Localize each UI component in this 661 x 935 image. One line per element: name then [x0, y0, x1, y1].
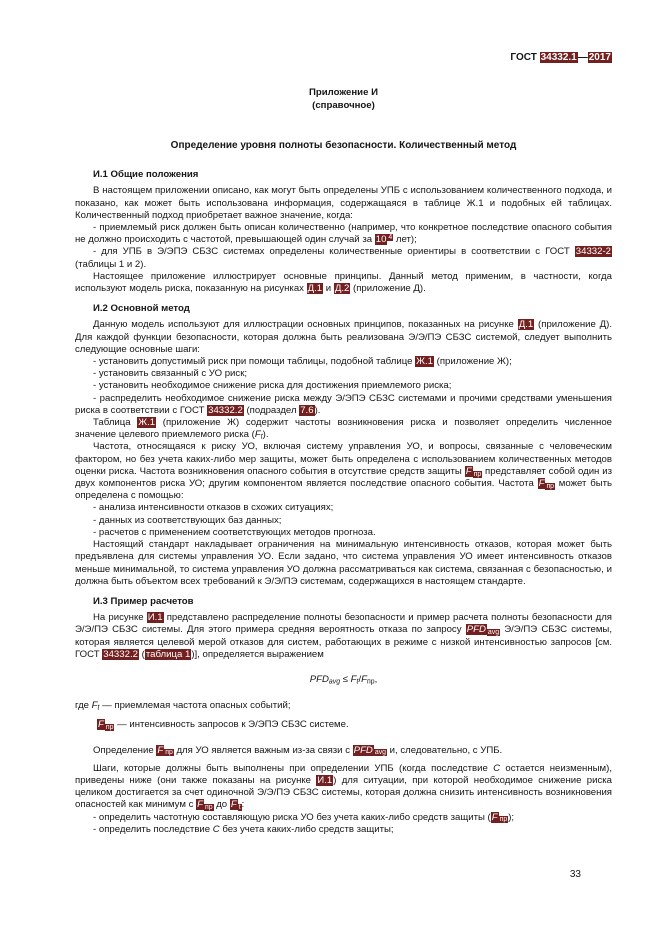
highlighted-text: 34332-2 — [575, 246, 611, 258]
text-segment: (справочное) — [312, 100, 375, 111]
text-segment: t — [356, 678, 359, 686]
text-segment: без учета каких-либо средств защиты; — [219, 823, 394, 835]
text-segment: (приложение Д). — [350, 283, 426, 295]
paragraph — [75, 185, 612, 222]
text-segment: Приложение И — [309, 87, 378, 98]
highlighted-text: пр — [499, 816, 508, 824]
list-item — [75, 222, 612, 246]
text-segment: Шаги, которые должны быть выполнены при определении УПБ (когда последствие — [93, 762, 494, 774]
highlighted-text: 2017 — [588, 52, 611, 63]
highlighted-text: пр — [204, 804, 213, 812]
appendix-kind — [75, 99, 612, 112]
appendix-label — [75, 86, 612, 99]
text-segment: F — [361, 673, 367, 685]
text-segment: t — [97, 704, 100, 712]
highlighted-text: Д.2 — [334, 283, 350, 295]
highlighted-text: пр — [473, 470, 482, 478]
text-segment: может быть определена с помощью: — [75, 478, 612, 502]
highlighted-text: Ж.1 — [138, 417, 156, 429]
list-item — [75, 515, 612, 527]
highlighted-text: 7.6 — [300, 404, 314, 416]
highlighted-text: 10 — [375, 234, 387, 246]
text-segment: и, следовательно, с УПБ. — [387, 744, 503, 756]
text-segment: - расчетов с применением соответствующих методов прогноза. — [93, 526, 376, 538]
list-item — [75, 527, 612, 539]
text-segment: - для УПБ в Э/ЭПЭ СБЗС системах определены количественные ориентиры в соответствии с ГОСТ — [93, 246, 575, 258]
text-segment: - установить связанный с УО риск; — [93, 368, 248, 380]
text-segment: И.1 Общие положения — [93, 169, 199, 181]
highlighted-text: пр — [105, 724, 114, 732]
heading-i2 — [75, 303, 612, 315]
text-segment: C — [212, 823, 220, 835]
list-item — [75, 812, 612, 824]
text-segment: - установить допустимый риск при помощи таблицы, подобной таблице — [93, 356, 416, 368]
highlighted-text: Д.1 — [518, 319, 534, 331]
heading-i1 — [75, 169, 612, 181]
highlighted-text: F — [230, 799, 237, 811]
text-segment: Определение — [93, 744, 157, 756]
text-segment: И.2 Основной метод — [93, 303, 190, 315]
text-segment: - анализа интенсивности отказов в схожих ситуациях; — [93, 502, 334, 514]
document-title — [75, 140, 612, 152]
list-item — [75, 393, 612, 417]
text-segment: Определение уровня полноты безопасности. Количественный метод — [170, 140, 517, 151]
text-segment: (приложение Ж) содержит частоты возникновения риска и позволяет определить численное значение целевого приемлемого риска ( — [75, 417, 612, 441]
paragraph — [75, 417, 612, 441]
highlighted-text: F — [491, 811, 498, 823]
text-segment: F — [350, 673, 357, 685]
highlighted-text: И.1 — [147, 612, 163, 624]
highlighted-text: F — [538, 478, 545, 490]
highlighted-text: пр — [165, 749, 173, 757]
text-segment: ( — [138, 648, 145, 660]
text-segment: ГОСТ — [510, 52, 540, 63]
text-segment: (подраздел — [243, 404, 300, 416]
text-segment: - определить последствие — [93, 823, 213, 835]
highlighted-text: Ж.1 — [416, 356, 433, 368]
highlighted-text: Д.1 — [307, 283, 323, 295]
highlighted-text: F — [197, 799, 203, 811]
text-segment: Таблица — [93, 417, 138, 429]
highlighted-text: F — [465, 465, 472, 477]
paragraph — [75, 441, 612, 502]
where-clause — [75, 719, 612, 731]
text-segment: пр — [367, 678, 375, 686]
highlighted-text: 34332.2 — [208, 404, 243, 416]
list-item — [75, 356, 612, 368]
text-segment: - установить необходимое снижение риска для достижения приемлемого риска; — [93, 380, 452, 392]
text-segment: (приложение Д). Для каждой функции безопасности, которая должна быть реализована Э/Э/ПЭ СБЗС системой, следует выполнить следующие основные шаги: — [75, 319, 613, 355]
text-segment: ). — [262, 429, 269, 441]
heading-i3 — [75, 596, 612, 608]
paragraph — [75, 612, 612, 661]
text-segment: Настоящее приложение иллюстрирует основные принципы. Данный метод применим, в частности, когда используют модель риска, показанную на рисунках — [75, 270, 612, 295]
highlighted-text: 4 — [388, 233, 393, 241]
text-segment: avg — [328, 678, 341, 686]
text-segment: остается неизменным), приведены ниже (они также показаны на рисунке — [75, 762, 613, 786]
text-segment: - приемлемый риск должен быть описан количественно (например, что конкретное последствие опасного события не должно происходить с частотой, превышающей один случай за — [75, 222, 612, 246]
list-item — [75, 246, 612, 270]
text-segment: C — [493, 762, 501, 774]
text-segment: Настоящий стандарт накладывает ограничения на минимальную интенсивность отказов, которая может быть предъявлена для системы управления УО. Если задано, что система управления УО имеет интенсивность отказов меньше минимальной, то система управления УО должна рассматриваться как система, связанная с безопасностью, и должна быть объектом всех требований к Э/Э/ПЭ системам, содержащихся в настоящем стандарте. — [75, 539, 612, 587]
document-body — [75, 86, 612, 836]
page-number: 33 — [569, 869, 581, 880]
text-segment: F — [91, 700, 98, 712]
paragraph — [75, 763, 612, 812]
highlighted-text: F — [157, 744, 164, 756]
highlighted-text: таблица 1 — [145, 648, 191, 660]
text-segment: , — [374, 673, 378, 685]
text-segment: - определить частотную составляющую риска УО без учета каких-либо средств защиты ( — [93, 811, 491, 823]
text-segment: — приемлемая частота опасных событий; — [99, 700, 291, 712]
highlighted-text: avg — [487, 629, 500, 637]
highlighted-text: 34332.2 — [103, 648, 138, 660]
document-header — [75, 52, 612, 63]
text-segment: (приложение Ж); — [433, 356, 512, 368]
text-segment: В настоящем приложении описано, как могут быть определены УПБ с использованием количественного подхода, и показано, как может быть использована информация, содержащаяся в таблице Ж.1 и подобных ей таблицах. Количественный подход приобретает важное значение, когда: — [75, 185, 612, 221]
text-segment: ) для ситуации, при которой необходимое снижение риска целиком достигается за счет одиночной Э/Э/ПЭ СБЗС системы, которая должна снизить интенсивность возникновения опасностей как минимум с — [75, 774, 612, 811]
paragraph — [75, 745, 612, 757]
text-segment: и — [323, 283, 334, 295]
text-segment: для УО является важным из-за связи с — [173, 744, 353, 756]
text-segment: F — [254, 429, 261, 441]
text-segment: лет); — [393, 234, 417, 246]
formula — [75, 674, 612, 686]
text-segment: представлено распределение полноты безопасности и пример расчета полноты безопасности для Э/Э/ПЭ СБЗС системы. Для этого примера средняя вероятность отказа по запросу — [75, 612, 612, 636]
text-segment: Частота, относящаяся к риску УО, включая систему управления УО, и вопросы, связанные с человеческим фактором, но без учета каких-либо мер защиты, может быть определена с использованием количественных методов оценки риска. Частота возникновения опасного события в отсутствие средств защиты — [75, 441, 612, 477]
text-segment: На рисунке — [93, 612, 147, 624]
text-segment: ); — [508, 811, 515, 823]
text-segment: до — [213, 799, 230, 811]
text-segment: Данную модель используют для иллюстрации основных принципов, показанных на рисунке — [93, 319, 518, 331]
text-segment: - данных из соответствующих баз данных; — [93, 514, 282, 526]
list-item — [75, 368, 612, 380]
highlighted-text: t — [238, 804, 241, 812]
list-item — [75, 380, 612, 392]
paragraph — [75, 319, 612, 356]
where-clause — [75, 700, 612, 712]
highlighted-text: F — [98, 719, 104, 731]
text-segment: : — [241, 799, 245, 811]
text-segment: представляет собой один из двух компонентов риска УО; другим компонентом является последствие опасного события. Частота — [75, 465, 612, 490]
text-segment: ). — [314, 404, 321, 416]
list-item — [75, 824, 612, 836]
text-segment: где — [75, 700, 92, 712]
highlighted-text: avg — [374, 749, 386, 757]
text-segment: / — [358, 673, 362, 685]
highlighted-text: пр — [546, 482, 555, 490]
paragraph — [75, 271, 612, 295]
text-segment: И.3 Пример расчетов — [93, 595, 194, 607]
text-segment: (таблицы 1 и 2). — [75, 258, 147, 270]
highlighted-text: PFD — [466, 624, 486, 636]
text-segment: Э/Э/ПЭ СБЗС системы, которая является целевой мерой отказов для систем, работающих в режиме с низкой интенсивностью запросов [см. ГОСТ — [75, 624, 612, 660]
text-segment: )], определяется выражением — [191, 648, 324, 660]
text-segment: ≤ — [340, 673, 351, 685]
text-segment: PFD — [309, 673, 329, 685]
highlighted-text: PFD — [353, 744, 373, 756]
highlighted-text: 34332.1 — [540, 52, 577, 63]
text-segment: — интенсивность запросов к Э/ЭПЭ СБЗС системе. — [114, 719, 349, 731]
paragraph — [75, 539, 612, 588]
text-segment: — — [577, 52, 588, 63]
text-segment: t — [260, 433, 263, 441]
text-segment: - распределить необходимое снижение риска между Э/ЭПЭ СБЗС системами и прочими средствами уменьшения риска в соответствии с ГОСТ — [75, 392, 612, 416]
highlighted-text: И.1 — [317, 774, 333, 786]
list-item — [75, 502, 612, 514]
